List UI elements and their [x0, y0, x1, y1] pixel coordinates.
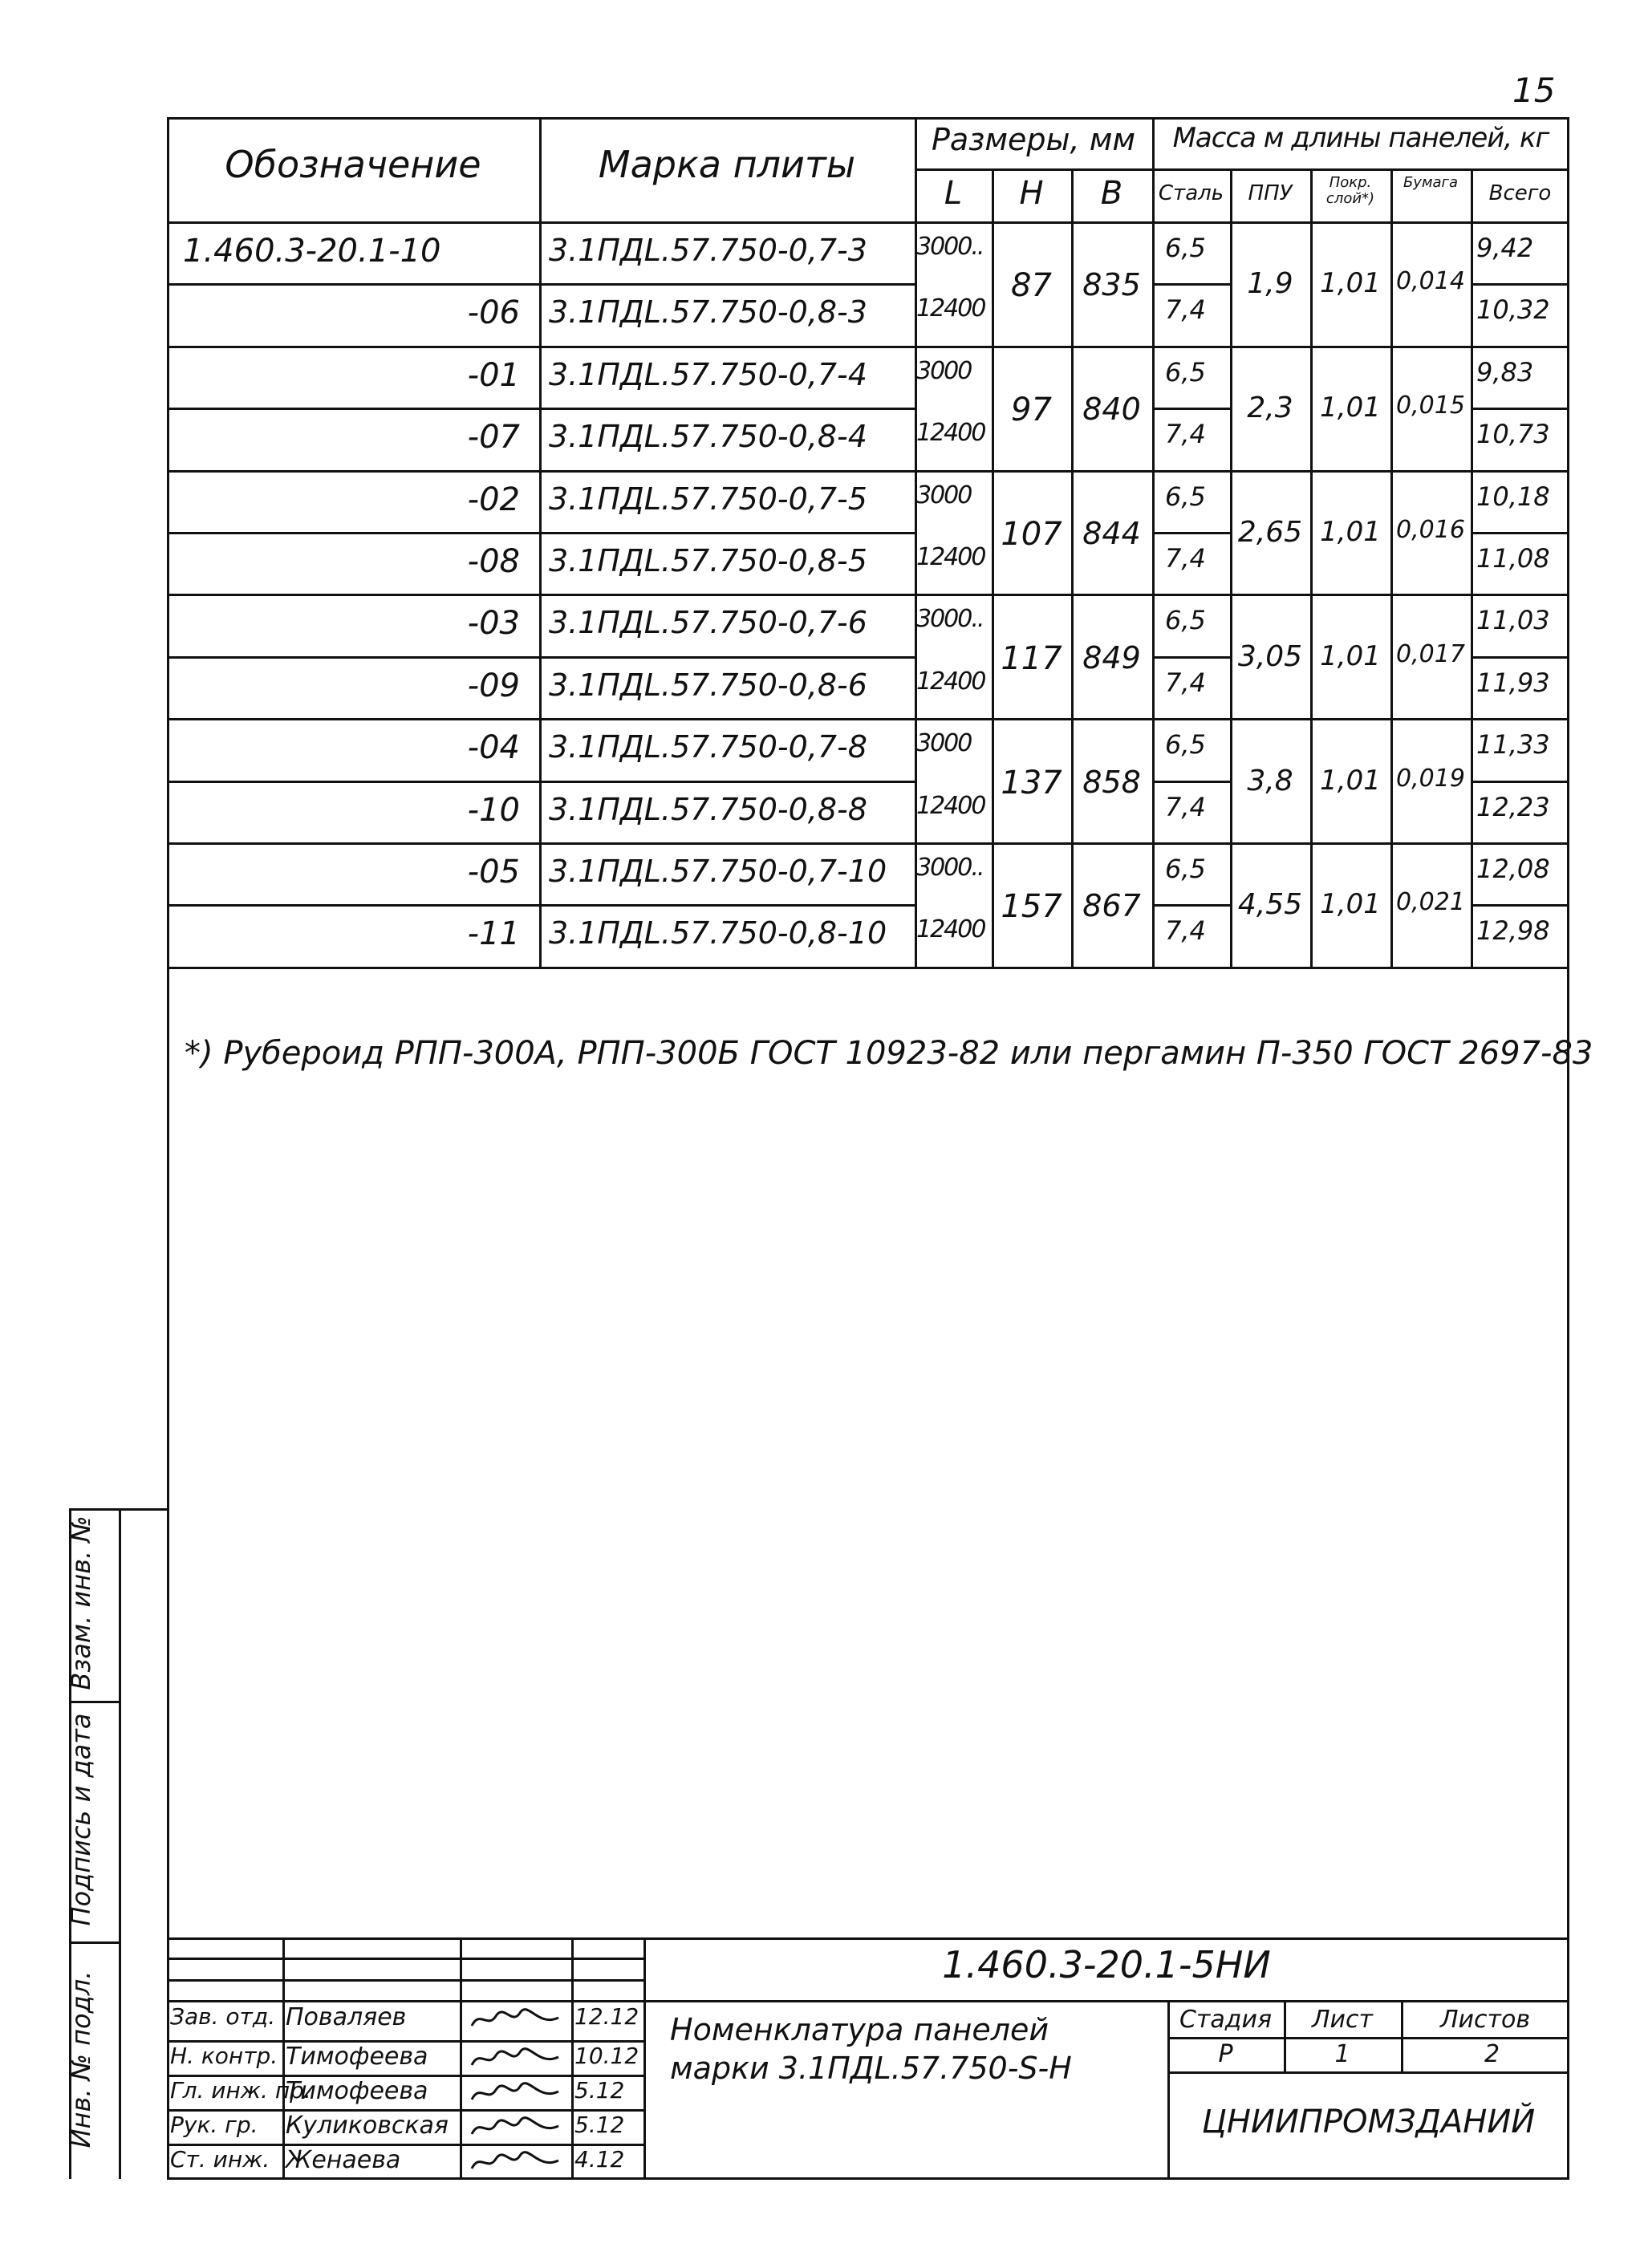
cell-designation: -09: [467, 667, 520, 704]
cell-mass-ppu: 3,05: [1237, 640, 1303, 673]
cell-mass-steel: 6,5: [1165, 357, 1206, 387]
header-mass-ppu: ППУ: [1248, 181, 1293, 205]
cell-mass-ppu: 2,3: [1247, 392, 1293, 424]
cell-mass-steel: 6,5: [1165, 854, 1206, 884]
cell-length: 12400: [916, 667, 985, 696]
signer-role: Зав. отд.: [170, 2003, 276, 2030]
signer-role: Н. контр.: [170, 2043, 278, 2069]
header-brand: Марка плиты: [598, 143, 856, 186]
cell-width: 840: [1082, 392, 1141, 427]
cell-mass-total: 12,08: [1476, 854, 1550, 884]
row-line: [167, 470, 915, 473]
cell-height: 137: [1001, 765, 1062, 801]
cell-mass-ppu: 3,8: [1247, 765, 1293, 797]
stage-label: Стадия: [1179, 2006, 1273, 2034]
cell-brand: 3.1ПДL.57.750-0,7-4: [549, 357, 867, 392]
row-line: [167, 718, 915, 720]
group-line: [915, 718, 1569, 720]
row-line-total: [1471, 904, 1569, 907]
row-line: [167, 346, 915, 348]
row-line: [167, 283, 915, 286]
tb-col-1: [282, 1937, 285, 2178]
frame-bottom: [167, 2177, 1569, 2180]
cell-brand: 3.1ПДL.57.750-0,7-5: [549, 481, 867, 517]
row-line: [167, 408, 915, 410]
header-mass: Масса м длины панелей, кг: [1172, 122, 1549, 154]
cell-length: 3000: [916, 729, 972, 757]
cell-mass-total: 11,33: [1476, 729, 1550, 760]
cell-mass-cover: 1,01: [1320, 640, 1381, 672]
sheet-label: Лист: [1311, 2006, 1374, 2034]
cell-length: 3000: [916, 481, 972, 509]
row-line-steel: [1152, 904, 1230, 907]
cell-designation: -04: [467, 729, 520, 766]
signer-name: Женаева: [286, 2146, 401, 2174]
row-line-steel: [1152, 781, 1230, 783]
side-label-sign-date: Подпись и дата: [66, 1713, 96, 1926]
cell-mass-cover: 1,01: [1320, 392, 1381, 424]
row-line-total: [1471, 532, 1569, 534]
table-bottom: [167, 967, 1569, 969]
cell-designation: 1.460.3-20.1-10: [183, 233, 441, 270]
cell-mass-steel: 6,5: [1165, 605, 1206, 635]
organization: ЦНИИПРОМЗДАНИЙ: [1201, 2104, 1536, 2140]
row-line-total: [1471, 656, 1569, 659]
cell-length: 12400: [916, 419, 985, 447]
cell-designation: -11: [467, 915, 520, 952]
signature-mark: [469, 2113, 565, 2142]
cell-mass-cover: 1,01: [1320, 765, 1381, 797]
cell-designation: -08: [467, 543, 520, 580]
tb-top: [167, 1937, 1569, 1940]
signature-mark: [469, 2005, 565, 2034]
cell-height: 117: [1001, 640, 1062, 677]
tb-col-3: [571, 1937, 574, 2178]
cell-mass-paper: 0,021: [1396, 888, 1465, 916]
signer-role: Гл. инж. пр.: [170, 2077, 311, 2104]
cell-mass-total: 12,23: [1476, 792, 1550, 822]
page-number: 15: [1512, 71, 1556, 110]
cell-mass-paper: 0,015: [1396, 392, 1465, 420]
cell-mass-total: 10,18: [1476, 481, 1550, 512]
cell-mass-total: 11,03: [1476, 605, 1550, 635]
doc-code: 1.460.3-20.1-5НИ: [942, 1943, 1271, 1986]
cell-mass-ppu: 2,65: [1237, 516, 1303, 549]
cell-width: 867: [1082, 888, 1141, 923]
cell-designation: -07: [467, 419, 520, 456]
group-line: [915, 594, 1569, 596]
cell-mass-ppu: 4,55: [1237, 888, 1303, 921]
cell-designation: -10: [467, 792, 520, 829]
cell-mass-paper: 0,019: [1396, 765, 1465, 793]
signature-mark: [469, 2079, 565, 2108]
cell-mass-total: 10,73: [1476, 419, 1550, 449]
cell-height: 107: [1001, 516, 1062, 553]
tb-stage-line-2: [1167, 2071, 1569, 2074]
sheets-label: Листов: [1439, 2006, 1531, 2034]
cell-brand: 3.1ПДL.57.750-0,8-8: [549, 792, 867, 827]
cell-mass-total: 12,98: [1476, 915, 1550, 946]
signer-date: 10.12: [574, 2043, 639, 2069]
cell-mass-total: 10,32: [1476, 294, 1550, 325]
cell-brand: 3.1ПДL.57.750-0,7-10: [549, 854, 887, 889]
header-mass-cover: Покр. слой*): [1325, 174, 1375, 207]
cell-width: 849: [1082, 640, 1141, 676]
cell-width: 858: [1082, 765, 1141, 800]
cell-mass-steel: 7,4: [1165, 543, 1206, 574]
cell-designation: -06: [467, 294, 520, 331]
cell-mass-ppu: 1,9: [1247, 267, 1293, 300]
cell-mass-steel: 7,4: [1165, 792, 1206, 822]
cell-mass-steel: 7,4: [1165, 915, 1206, 946]
cell-brand: 3.1ПДL.57.750-0,7-8: [549, 729, 867, 765]
cell-length: 12400: [916, 915, 985, 943]
cell-mass-steel: 6,5: [1165, 729, 1206, 760]
cell-designation: -03: [467, 605, 520, 642]
footnote: *) Рубероид РПП-300А, РПП-300Б ГОСТ 10923-82 или пергамин П-350 ГОСТ 2697-83: [185, 1035, 1593, 1072]
cell-mass-steel: 7,4: [1165, 294, 1206, 325]
cell-length: 3000..: [916, 605, 984, 633]
cell-mass-total: 11,08: [1476, 543, 1550, 574]
cell-mass-steel: 7,4: [1165, 419, 1206, 449]
header-designation: Обозначение: [225, 143, 481, 186]
cell-designation: -01: [467, 357, 520, 394]
cell-width: 835: [1082, 267, 1141, 302]
signer-date: 5.12: [574, 2112, 625, 2138]
signer-date: 5.12: [574, 2077, 625, 2104]
signature-mark: [469, 2148, 565, 2177]
cell-brand: 3.1ПДL.57.750-0,8-3: [549, 294, 867, 330]
signature-mark: [469, 2044, 565, 2073]
col-sep-1: [539, 117, 542, 968]
cell-brand: 3.1ПДL.57.750-0,8-10: [549, 915, 887, 951]
tb-col-2: [460, 1937, 462, 2178]
frame-right: [1567, 117, 1569, 2179]
cell-length: 3000..: [916, 854, 984, 882]
header-dim-B: B: [1100, 175, 1123, 212]
row-line-total: [1471, 408, 1569, 410]
cell-mass-steel: 6,5: [1165, 481, 1206, 512]
cell-mass-total: 9,83: [1476, 357, 1534, 387]
stage-value: Р: [1218, 2040, 1233, 2068]
signer-name: Куликовская: [286, 2112, 449, 2140]
cell-mass-steel: 7,4: [1165, 667, 1206, 698]
header-mass-steel: Сталь: [1158, 181, 1224, 205]
cell-length: 12400: [916, 543, 985, 571]
row-line: [167, 781, 915, 783]
row-line-steel: [1152, 283, 1230, 286]
cell-mass-steel: 6,5: [1165, 233, 1206, 263]
signer-date: 4.12: [574, 2146, 625, 2173]
header-mass-paper: Бумага: [1403, 174, 1459, 191]
row-line: [167, 842, 915, 845]
cell-mass-total: 11,93: [1476, 667, 1550, 698]
col-sep-9: [1471, 168, 1473, 968]
side-label-inv-repl: Взам. инв. №: [66, 1515, 96, 1690]
cell-height: 97: [1011, 392, 1052, 428]
cell-brand: 3.1ПДL.57.750-0,8-5: [549, 543, 867, 578]
row-line: [167, 594, 915, 596]
side-label-inv-orig: Инв. № подл.: [66, 1970, 96, 2148]
header-dims: Размеры, мм: [931, 122, 1136, 157]
col-sep-5: [1152, 117, 1155, 968]
doc-title-line-1: Номенклатура панелей: [670, 2012, 1049, 2047]
row-line: [167, 904, 915, 907]
signer-role: Ст. инж.: [170, 2146, 270, 2173]
header-mass-total: Всего: [1488, 181, 1552, 205]
row-line: [167, 656, 915, 659]
tb-stage-line-1: [1167, 2037, 1569, 2039]
cell-brand: 3.1ПДL.57.750-0,7-6: [549, 605, 867, 640]
sheets-value: 2: [1484, 2040, 1500, 2068]
row-line-steel: [1152, 532, 1230, 534]
tb-row-3: [167, 2000, 1569, 2002]
row-line-total: [1471, 781, 1569, 783]
row-line: [167, 532, 915, 534]
group-line: [915, 842, 1569, 845]
cell-mass-paper: 0,016: [1396, 516, 1465, 544]
cell-height: 157: [1001, 888, 1062, 925]
cell-width: 844: [1082, 516, 1141, 551]
signer-role: Рук. гр.: [170, 2112, 258, 2138]
header-bottom: [167, 221, 1569, 224]
cell-designation: -02: [467, 481, 520, 518]
cell-length: 12400: [916, 792, 985, 820]
signer-name: Поваляев: [286, 2003, 407, 2031]
cell-designation: -05: [467, 854, 520, 891]
cell-mass-total: 9,42: [1476, 233, 1534, 263]
cell-height: 87: [1011, 267, 1052, 304]
header-dim-L: L: [944, 175, 963, 212]
doc-title-line-2: марки 3.1ПДL.57.750-S-H: [670, 2051, 1072, 2086]
cell-mass-cover: 1,01: [1320, 516, 1381, 548]
cell-brand: 3.1ПДL.57.750-0,8-4: [549, 419, 867, 454]
cell-mass-cover: 1,01: [1320, 267, 1381, 299]
signer-name: Тимофеева: [286, 2043, 428, 2071]
group-line: [915, 346, 1569, 348]
cell-length: 12400: [916, 294, 985, 323]
row-line-steel: [1152, 408, 1230, 410]
cell-brand: 3.1ПДL.57.750-0,7-3: [549, 233, 867, 268]
cell-mass-paper: 0,014: [1396, 267, 1465, 295]
cell-mass-cover: 1,01: [1320, 888, 1381, 920]
header-dim-H: H: [1019, 175, 1044, 212]
row-line-total: [1471, 283, 1569, 286]
cell-brand: 3.1ПДL.57.750-0,8-6: [549, 667, 867, 703]
cell-length: 3000..: [916, 233, 984, 261]
group-line: [915, 470, 1569, 473]
row-line-steel: [1152, 656, 1230, 659]
signer-date: 12.12: [574, 2003, 639, 2030]
cell-mass-paper: 0,017: [1396, 640, 1465, 668]
signer-name: Тимофеева: [286, 2077, 428, 2105]
cell-length: 3000: [916, 357, 972, 385]
sheet-value: 1: [1334, 2040, 1350, 2068]
frame-top: [167, 117, 1569, 120]
